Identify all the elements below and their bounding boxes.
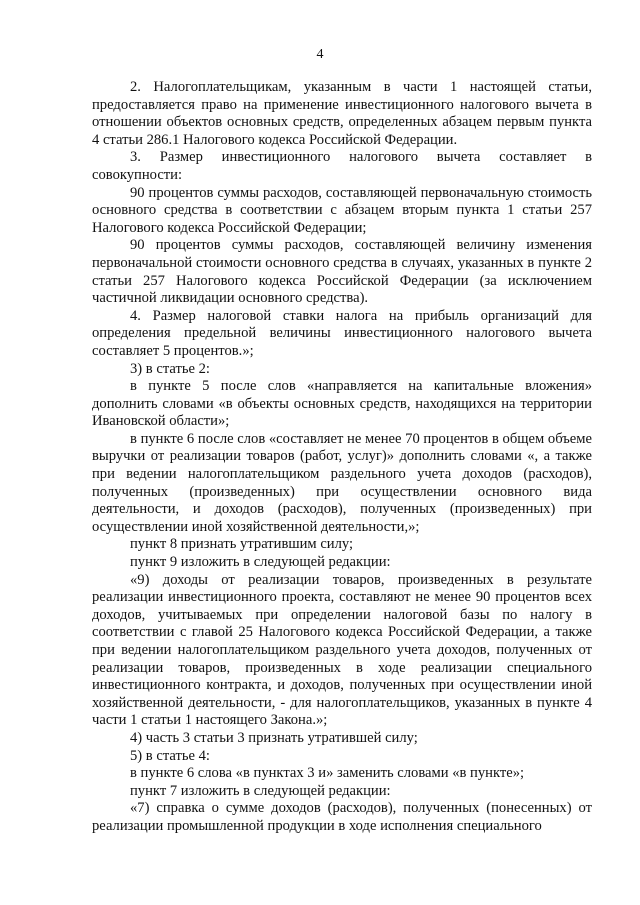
page-number: 4	[316, 47, 324, 62]
paragraph: 2. Налогоплательщикам, указанным в части 1 настоящей статьи, предоставляется право на применение инвестиционного налогового вычета в отношении объектов основных средств, определенных абзацем первым пункта 4 статьи 286.1 Налогового кодекса Российской Федерации.	[92, 79, 592, 148]
paragraph: «9) доходы от реализации товаров, произведенных в результате реализации инвестиционного проекта, составляют не менее 90 процентов всех доходов, учитываемых при определении налоговой базы по налогу в соответствии с главой 25 Налогового кодекса Российской Федерации, а также при ведении налогоплательщиком раздельного учета доходов, полученных от реализации товаров, произведенных в ходе реализации специального инвестиционного контракта, и доходов, полученных при осуществлении иной хозяйственной деятельности, - для налогоплательщиков, указанных в пункте 4 части 1 статьи 1 настоящего Закона.»;	[92, 571, 592, 729]
paragraph: 90 процентов суммы расходов, составляющей величину изменения первоначальной стоимости основного средства в случаях, указанных в пункте 2 статьи 257 Налогового кодекса Российской Федерации (за исключением частичной ликвидации основного средства).	[92, 237, 592, 307]
paragraph: пункт 7 изложить в следующей редакции:	[130, 782, 391, 799]
paragraph: в пункте 6 слова «в пунктах 3 и» заменить словами «в пункте»;	[130, 765, 525, 782]
paragraph: 4. Размер налоговой ставки налога на прибыль организаций для определения предельной величины инвестиционного налогового вычета составляет 5 процентов.»;	[92, 307, 592, 359]
paragraph: 90 процентов суммы расходов, составляющей первоначальную стоимость основного средства в соответствии с абзацем вторым пункта 1 статьи 257 Налогового кодекса Российской Федерации;	[92, 184, 592, 236]
paragraph: пункт 8 признать утратившим силу;	[130, 536, 354, 553]
paragraph: в пункте 5 после слов «направляется на капитальные вложения» дополнить словами «в объекты основных средств, находящихся на территории Ивановской области»;	[92, 378, 592, 430]
paragraph: пункт 9 изложить в следующей редакции:	[130, 554, 391, 571]
paragraph: 3. Размер инвестиционного налогового вычета составляет в совокупности:	[92, 149, 592, 183]
paragraph: «7) справка о сумме доходов (расходов), полученных (понесенных) от реализации промышленной продукции в ходе исполнения специального	[92, 800, 592, 834]
paragraph: 3) в статье 2:	[130, 360, 210, 377]
paragraph: 5) в статье 4:	[130, 747, 210, 764]
paragraph: в пункте 6 после слов «составляет не менее 70 процентов в общем объеме выручки от реализации товаров (работ, услуг)» дополнить словами «, а также при ведении налогоплательщиком раздельного учета доходов (расходов), полученных (произведенных) при осуществлении основного вида деятельности, и доходов (расходов), полученных (произведенных) при осуществлении иной хозяйственной деятельности,»;	[92, 430, 592, 535]
document-body	[92, 79, 592, 836]
paragraph: 4) часть 3 статьи 3 признать утратившей силу;	[130, 729, 418, 746]
